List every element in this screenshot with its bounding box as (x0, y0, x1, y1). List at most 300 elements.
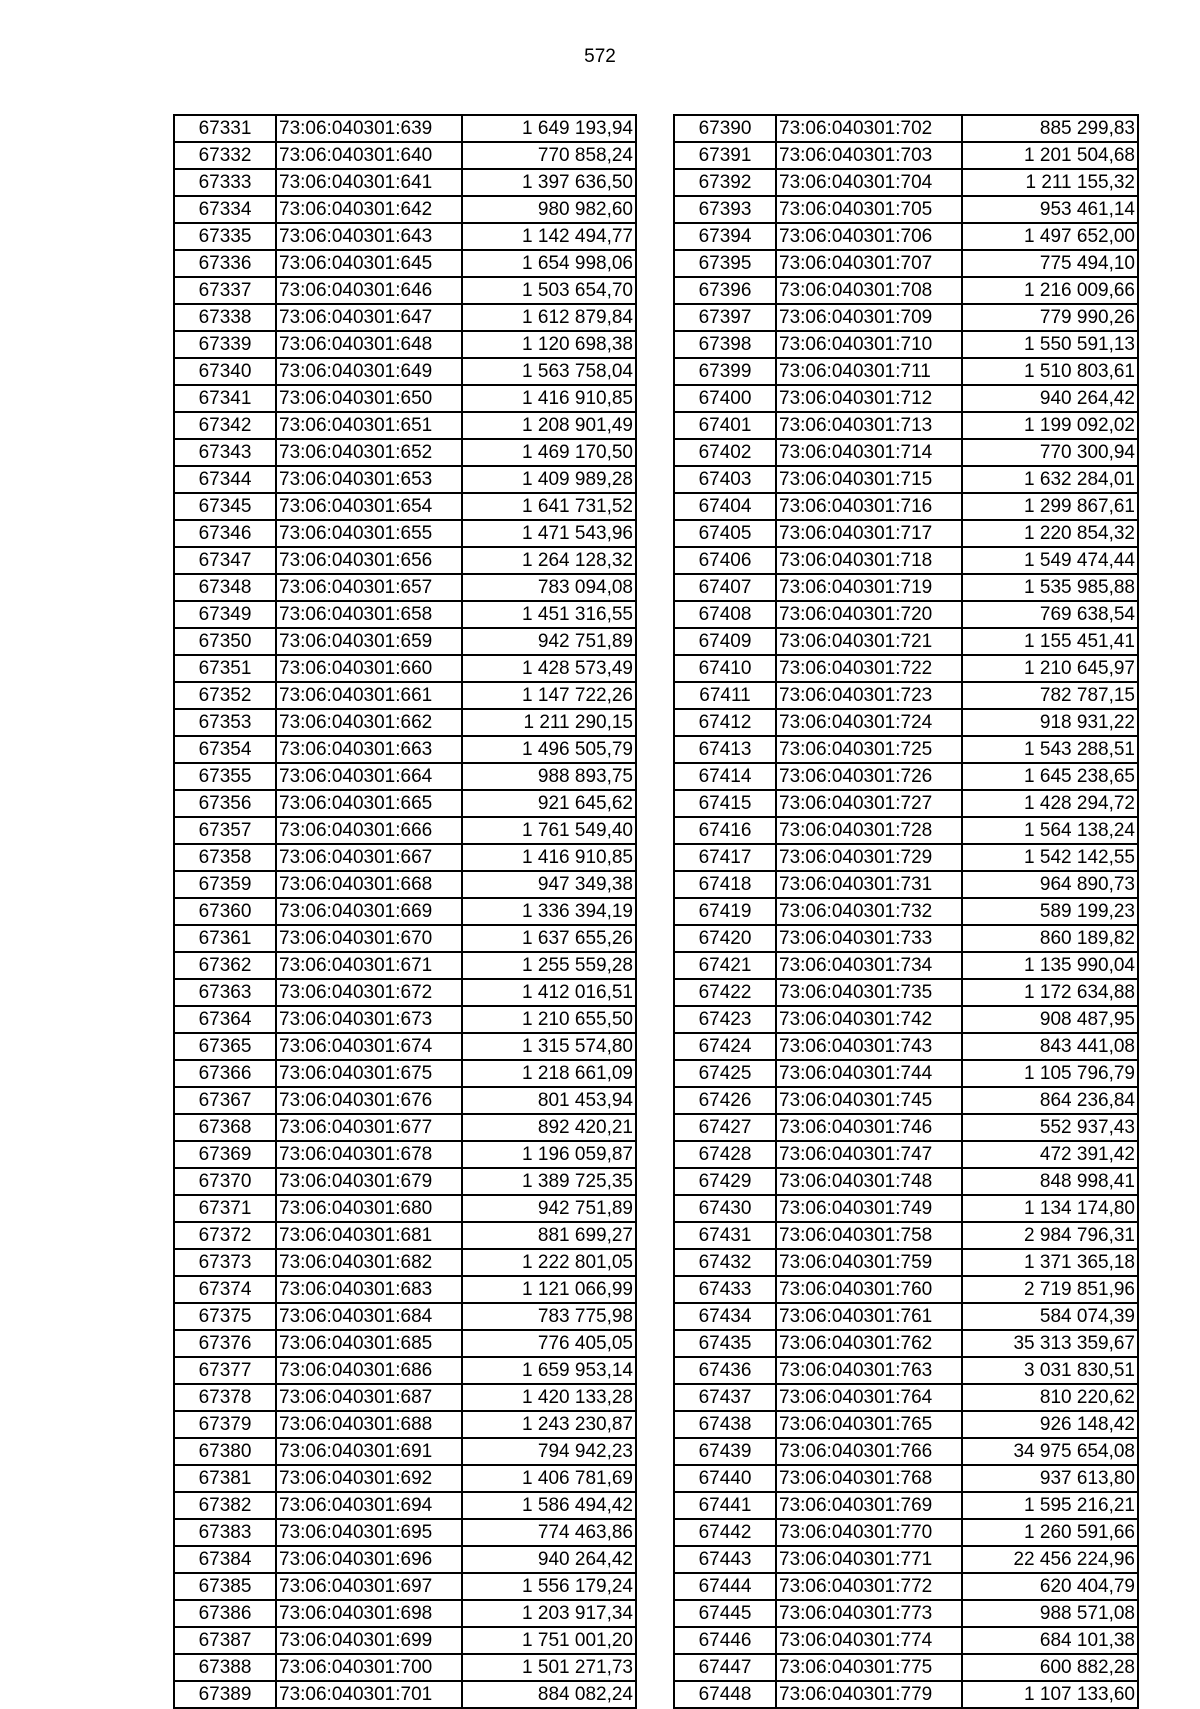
cadastral-number-cell: 73:06:040301:745 (776, 1087, 962, 1114)
value-cell: 22 456 224,96 (962, 1546, 1138, 1573)
cadastral-number-cell: 73:06:040301:746 (776, 1114, 962, 1141)
value-cell: 1 406 781,69 (462, 1465, 636, 1492)
value-cell: 1 135 990,04 (962, 952, 1138, 979)
cadastral-number-cell: 73:06:040301:707 (776, 250, 962, 277)
cadastral-number-cell: 73:06:040301:779 (776, 1681, 962, 1708)
cadastral-number-cell: 73:06:040301:772 (776, 1573, 962, 1600)
cadastral-number-cell: 73:06:040301:654 (276, 493, 462, 520)
row-number-cell: 67374 (174, 1276, 276, 1303)
row-number-cell: 67392 (674, 169, 776, 196)
table-row (674, 385, 1138, 412)
row-number-cell: 67412 (674, 709, 776, 736)
row-number-cell: 67423 (674, 1006, 776, 1033)
cadastral-number-cell: 73:06:040301:761 (776, 1303, 962, 1330)
value-cell: 1 564 138,24 (962, 817, 1138, 844)
cadastral-number-cell: 73:06:040301:714 (776, 439, 962, 466)
table-row (174, 1357, 636, 1384)
row-number-cell: 67396 (674, 277, 776, 304)
row-number-cell: 67415 (674, 790, 776, 817)
table-row (174, 331, 636, 358)
row-number-cell: 67388 (174, 1654, 276, 1681)
cadastral-number-cell: 73:06:040301:701 (276, 1681, 462, 1708)
cadastral-number-cell: 73:06:040301:688 (276, 1411, 462, 1438)
value-cell: 1 199 092,02 (962, 412, 1138, 439)
row-number-cell: 67413 (674, 736, 776, 763)
table-row (674, 1357, 1138, 1384)
cadastral-number-cell: 73:06:040301:641 (276, 169, 462, 196)
cadastral-number-cell: 73:06:040301:743 (776, 1033, 962, 1060)
table-row (674, 898, 1138, 925)
row-number-cell: 67418 (674, 871, 776, 898)
table-row (674, 493, 1138, 520)
cadastral-number-cell: 73:06:040301:771 (776, 1546, 962, 1573)
row-number-cell: 67370 (174, 1168, 276, 1195)
cadastral-number-cell: 73:06:040301:773 (776, 1600, 962, 1627)
row-number-cell: 67332 (174, 142, 276, 169)
value-cell: 472 391,42 (962, 1141, 1138, 1168)
row-number-cell: 67344 (174, 466, 276, 493)
value-cell: 892 420,21 (462, 1114, 636, 1141)
table-row (674, 1114, 1138, 1141)
cadastral-number-cell: 73:06:040301:725 (776, 736, 962, 763)
value-cell: 1 637 655,26 (462, 925, 636, 952)
cadastral-number-cell: 73:06:040301:650 (276, 385, 462, 412)
table-row (674, 1087, 1138, 1114)
cadastral-number-cell: 73:06:040301:673 (276, 1006, 462, 1033)
table-row (674, 1600, 1138, 1627)
value-cell: 1 255 559,28 (462, 952, 636, 979)
row-number-cell: 67395 (674, 250, 776, 277)
value-cell: 1 543 288,51 (962, 736, 1138, 763)
table-row (174, 1249, 636, 1276)
table-row (674, 358, 1138, 385)
table-row (174, 1546, 636, 1573)
value-cell: 940 264,42 (462, 1546, 636, 1573)
row-number-cell: 67333 (174, 169, 276, 196)
cadastral-number-cell: 73:06:040301:658 (276, 601, 462, 628)
row-number-cell: 67355 (174, 763, 276, 790)
cadastral-number-cell: 73:06:040301:774 (776, 1627, 962, 1654)
value-cell: 770 858,24 (462, 142, 636, 169)
cadastral-number-cell: 73:06:040301:718 (776, 547, 962, 574)
value-cell: 1 469 170,50 (462, 439, 636, 466)
cadastral-number-cell: 73:06:040301:649 (276, 358, 462, 385)
value-cell: 1 243 230,87 (462, 1411, 636, 1438)
table-row (674, 1465, 1138, 1492)
cadastral-number-cell: 73:06:040301:680 (276, 1195, 462, 1222)
cadastral-number-cell: 73:06:040301:765 (776, 1411, 962, 1438)
value-cell: 1 210 655,50 (462, 1006, 636, 1033)
row-number-cell: 67404 (674, 493, 776, 520)
table-row (174, 115, 636, 142)
row-number-cell: 67347 (174, 547, 276, 574)
row-number-cell: 67382 (174, 1492, 276, 1519)
row-number-cell: 67416 (674, 817, 776, 844)
row-number-cell: 67407 (674, 574, 776, 601)
table-row (174, 925, 636, 952)
cadastral-number-cell: 73:06:040301:642 (276, 196, 462, 223)
row-number-cell: 67439 (674, 1438, 776, 1465)
value-cell: 1 510 803,61 (962, 358, 1138, 385)
value-cell: 1 416 910,85 (462, 385, 636, 412)
row-number-cell: 67411 (674, 682, 776, 709)
value-cell: 1 211 290,15 (462, 709, 636, 736)
row-number-cell: 67341 (174, 385, 276, 412)
row-number-cell: 67384 (174, 1546, 276, 1573)
value-cell: 885 299,83 (962, 115, 1138, 142)
row-number-cell: 67443 (674, 1546, 776, 1573)
table-row (174, 736, 636, 763)
row-number-cell: 67428 (674, 1141, 776, 1168)
cadastral-number-cell: 73:06:040301:657 (276, 574, 462, 601)
cadastral-number-cell: 73:06:040301:681 (276, 1222, 462, 1249)
cadastral-number-cell: 73:06:040301:700 (276, 1654, 462, 1681)
table-row (174, 1006, 636, 1033)
table-row (674, 169, 1138, 196)
table-row (674, 1627, 1138, 1654)
table-row (674, 1303, 1138, 1330)
cadastral-number-cell: 73:06:040301:709 (776, 304, 962, 331)
cadastral-number-cell: 73:06:040301:647 (276, 304, 462, 331)
value-cell: 1 315 574,80 (462, 1033, 636, 1060)
table-row (174, 1303, 636, 1330)
value-cell: 801 453,94 (462, 1087, 636, 1114)
cadastral-number-cell: 73:06:040301:711 (776, 358, 962, 385)
table-row (174, 412, 636, 439)
table-row (174, 682, 636, 709)
table-row (674, 1276, 1138, 1303)
row-number-cell: 67351 (174, 655, 276, 682)
value-cell: 1 645 238,65 (962, 763, 1138, 790)
table-row (174, 1330, 636, 1357)
value-cell: 783 775,98 (462, 1303, 636, 1330)
table-row (174, 763, 636, 790)
cadastral-number-cell: 73:06:040301:652 (276, 439, 462, 466)
row-number-cell: 67403 (674, 466, 776, 493)
row-number-cell: 67444 (674, 1573, 776, 1600)
value-cell: 1 216 009,66 (962, 277, 1138, 304)
row-number-cell: 67409 (674, 628, 776, 655)
value-cell: 783 094,08 (462, 574, 636, 601)
row-number-cell: 67436 (674, 1357, 776, 1384)
value-cell: 1 264 128,32 (462, 547, 636, 574)
table-row (674, 709, 1138, 736)
value-cell: 1 105 796,79 (962, 1060, 1138, 1087)
cadastral-number-cell: 73:06:040301:668 (276, 871, 462, 898)
value-cell: 926 148,42 (962, 1411, 1138, 1438)
row-number-cell: 67431 (674, 1222, 776, 1249)
row-number-cell: 67358 (174, 844, 276, 871)
value-cell: 937 613,80 (962, 1465, 1138, 1492)
row-number-cell: 67385 (174, 1573, 276, 1600)
cadastral-number-cell: 73:06:040301:764 (776, 1384, 962, 1411)
table-row (674, 1573, 1138, 1600)
value-cell: 1 412 016,51 (462, 979, 636, 1006)
value-cell: 942 751,89 (462, 1195, 636, 1222)
row-number-cell: 67352 (174, 682, 276, 709)
row-number-cell: 67338 (174, 304, 276, 331)
value-cell: 1 535 985,88 (962, 574, 1138, 601)
table-row (674, 1492, 1138, 1519)
value-cell: 1 218 661,09 (462, 1060, 636, 1087)
table-row (174, 844, 636, 871)
value-cell: 1 550 591,13 (962, 331, 1138, 358)
value-cell: 1 416 910,85 (462, 844, 636, 871)
table-row (174, 709, 636, 736)
cadastral-number-cell: 73:06:040301:724 (776, 709, 962, 736)
value-cell: 1 751 001,20 (462, 1627, 636, 1654)
value-cell: 1 428 573,49 (462, 655, 636, 682)
value-cell: 1 134 174,80 (962, 1195, 1138, 1222)
value-cell: 942 751,89 (462, 628, 636, 655)
row-number-cell: 67420 (674, 925, 776, 952)
value-cell: 980 982,60 (462, 196, 636, 223)
row-number-cell: 67339 (174, 331, 276, 358)
value-cell: 921 645,62 (462, 790, 636, 817)
value-cell: 1 761 549,40 (462, 817, 636, 844)
cadastral-number-cell: 73:06:040301:653 (276, 466, 462, 493)
table-row (674, 520, 1138, 547)
value-cell: 794 942,23 (462, 1438, 636, 1465)
table-row (174, 1600, 636, 1627)
row-number-cell: 67430 (674, 1195, 776, 1222)
table-row (674, 1060, 1138, 1087)
table-row (674, 1033, 1138, 1060)
row-number-cell: 67357 (174, 817, 276, 844)
row-number-cell: 67368 (174, 1114, 276, 1141)
cadastral-number-cell: 73:06:040301:747 (776, 1141, 962, 1168)
cadastral-number-cell: 73:06:040301:720 (776, 601, 962, 628)
table-row (674, 925, 1138, 952)
table-row (674, 871, 1138, 898)
value-cell: 1 659 953,14 (462, 1357, 636, 1384)
row-number-cell: 67410 (674, 655, 776, 682)
value-cell: 584 074,39 (962, 1303, 1138, 1330)
row-number-cell: 67442 (674, 1519, 776, 1546)
row-number-cell: 67387 (174, 1627, 276, 1654)
value-cell: 860 189,82 (962, 925, 1138, 952)
table-row (674, 628, 1138, 655)
cadastral-number-cell: 73:06:040301:646 (276, 277, 462, 304)
table-row (674, 331, 1138, 358)
row-number-cell: 67414 (674, 763, 776, 790)
cadastral-number-cell: 73:06:040301:648 (276, 331, 462, 358)
value-cell: 35 313 359,67 (962, 1330, 1138, 1357)
table-row (674, 574, 1138, 601)
cadastral-number-cell: 73:06:040301:683 (276, 1276, 462, 1303)
value-cell: 1 107 133,60 (962, 1681, 1138, 1708)
value-cell: 1 120 698,38 (462, 331, 636, 358)
table-row (674, 601, 1138, 628)
value-cell: 1 389 725,35 (462, 1168, 636, 1195)
cadastral-number-cell: 73:06:040301:766 (776, 1438, 962, 1465)
row-number-cell: 67405 (674, 520, 776, 547)
value-cell: 1 208 901,49 (462, 412, 636, 439)
cadastral-number-cell: 73:06:040301:716 (776, 493, 962, 520)
cadastral-number-cell: 73:06:040301:763 (776, 1357, 962, 1384)
table-row (174, 439, 636, 466)
table-row (674, 1222, 1138, 1249)
value-cell: 843 441,08 (962, 1033, 1138, 1060)
value-cell: 1 420 133,28 (462, 1384, 636, 1411)
row-number-cell: 67334 (174, 196, 276, 223)
value-cell: 988 893,75 (462, 763, 636, 790)
cadastral-number-cell: 73:06:040301:712 (776, 385, 962, 412)
row-number-cell: 67379 (174, 1411, 276, 1438)
table-row (174, 142, 636, 169)
cadastral-number-cell: 73:06:040301:674 (276, 1033, 462, 1060)
cadastral-number-cell: 73:06:040301:677 (276, 1114, 462, 1141)
cadastral-number-cell: 73:06:040301:696 (276, 1546, 462, 1573)
cadastral-number-cell: 73:06:040301:742 (776, 1006, 962, 1033)
value-cell: 1 371 365,18 (962, 1249, 1138, 1276)
cadastral-number-cell: 73:06:040301:698 (276, 1600, 462, 1627)
table-row (174, 1573, 636, 1600)
cadastral-number-cell: 73:06:040301:708 (776, 277, 962, 304)
cadastral-number-cell: 73:06:040301:686 (276, 1357, 462, 1384)
registry-table-left (173, 114, 637, 1709)
value-cell: 769 638,54 (962, 601, 1138, 628)
value-cell: 770 300,94 (962, 439, 1138, 466)
table-row (174, 358, 636, 385)
table-row (674, 817, 1138, 844)
value-cell: 589 199,23 (962, 898, 1138, 925)
row-number-cell: 67380 (174, 1438, 276, 1465)
table-row (174, 520, 636, 547)
table-row (674, 979, 1138, 1006)
table-row (174, 169, 636, 196)
table-row (674, 1438, 1138, 1465)
cadastral-number-cell: 73:06:040301:762 (776, 1330, 962, 1357)
value-cell: 1 196 059,87 (462, 1141, 636, 1168)
cadastral-number-cell: 73:06:040301:664 (276, 763, 462, 790)
cadastral-number-cell: 73:06:040301:656 (276, 547, 462, 574)
cadastral-number-cell: 73:06:040301:713 (776, 412, 962, 439)
row-number-cell: 67340 (174, 358, 276, 385)
cadastral-number-cell: 73:06:040301:679 (276, 1168, 462, 1195)
table-row (174, 655, 636, 682)
row-number-cell: 67390 (674, 115, 776, 142)
row-number-cell: 67376 (174, 1330, 276, 1357)
row-number-cell: 67336 (174, 250, 276, 277)
row-number-cell: 67342 (174, 412, 276, 439)
row-number-cell: 67331 (174, 115, 276, 142)
cadastral-number-cell: 73:06:040301:768 (776, 1465, 962, 1492)
table-row (674, 1654, 1138, 1681)
cadastral-number-cell: 73:06:040301:671 (276, 952, 462, 979)
table-row (174, 1384, 636, 1411)
table-row (174, 196, 636, 223)
row-number-cell: 67337 (174, 277, 276, 304)
row-number-cell: 67366 (174, 1060, 276, 1087)
value-cell: 1 147 722,26 (462, 682, 636, 709)
table-row (174, 1195, 636, 1222)
row-number-cell: 67425 (674, 1060, 776, 1087)
value-cell: 864 236,84 (962, 1087, 1138, 1114)
value-cell: 964 890,73 (962, 871, 1138, 898)
cadastral-number-cell: 73:06:040301:643 (276, 223, 462, 250)
value-cell: 1 397 636,50 (462, 169, 636, 196)
row-number-cell: 67391 (674, 142, 776, 169)
cadastral-number-cell: 73:06:040301:770 (776, 1519, 962, 1546)
row-number-cell: 67356 (174, 790, 276, 817)
value-cell: 1 210 645,97 (962, 655, 1138, 682)
value-cell: 1 155 451,41 (962, 628, 1138, 655)
table-row (174, 1060, 636, 1087)
value-cell: 1 612 879,84 (462, 304, 636, 331)
row-number-cell: 67369 (174, 1141, 276, 1168)
row-number-cell: 67401 (674, 412, 776, 439)
cadastral-number-cell: 73:06:040301:669 (276, 898, 462, 925)
value-cell: 1 501 271,73 (462, 1654, 636, 1681)
row-number-cell: 67354 (174, 736, 276, 763)
table-row (674, 1411, 1138, 1438)
table-row (174, 979, 636, 1006)
cadastral-number-cell: 73:06:040301:717 (776, 520, 962, 547)
table-row (174, 1033, 636, 1060)
value-cell: 940 264,42 (962, 385, 1138, 412)
cadastral-number-cell: 73:06:040301:727 (776, 790, 962, 817)
table-row (174, 898, 636, 925)
row-number-cell: 67402 (674, 439, 776, 466)
row-number-cell: 67360 (174, 898, 276, 925)
row-number-cell: 67397 (674, 304, 776, 331)
cadastral-number-cell: 73:06:040301:715 (776, 466, 962, 493)
row-number-cell: 67447 (674, 1654, 776, 1681)
row-number-cell: 67435 (674, 1330, 776, 1357)
cadastral-number-cell: 73:06:040301:705 (776, 196, 962, 223)
cadastral-number-cell: 73:06:040301:749 (776, 1195, 962, 1222)
row-number-cell: 67371 (174, 1195, 276, 1222)
table-row (674, 790, 1138, 817)
table-row (174, 1681, 636, 1708)
cadastral-number-cell: 73:06:040301:723 (776, 682, 962, 709)
cadastral-number-cell: 73:06:040301:682 (276, 1249, 462, 1276)
row-number-cell: 67383 (174, 1519, 276, 1546)
value-cell: 34 975 654,08 (962, 1438, 1138, 1465)
table-row (674, 1681, 1138, 1708)
value-cell: 1 260 591,66 (962, 1519, 1138, 1546)
table-row (674, 1546, 1138, 1573)
cadastral-number-cell: 73:06:040301:702 (776, 115, 962, 142)
row-number-cell: 67429 (674, 1168, 776, 1195)
row-number-cell: 67398 (674, 331, 776, 358)
cadastral-number-cell: 73:06:040301:769 (776, 1492, 962, 1519)
value-cell: 782 787,15 (962, 682, 1138, 709)
row-number-cell: 67335 (174, 223, 276, 250)
table-row (674, 1168, 1138, 1195)
row-number-cell: 67367 (174, 1087, 276, 1114)
row-number-cell: 67421 (674, 952, 776, 979)
cadastral-number-cell: 73:06:040301:675 (276, 1060, 462, 1087)
row-number-cell: 67419 (674, 898, 776, 925)
value-cell: 1 632 284,01 (962, 466, 1138, 493)
cadastral-number-cell: 73:06:040301:775 (776, 1654, 962, 1681)
row-number-cell: 67386 (174, 1600, 276, 1627)
value-cell: 1 654 998,06 (462, 250, 636, 277)
value-cell: 947 349,38 (462, 871, 636, 898)
row-number-cell: 67426 (674, 1087, 776, 1114)
row-number-cell: 67375 (174, 1303, 276, 1330)
cadastral-number-cell: 73:06:040301:721 (776, 628, 962, 655)
cadastral-number-cell: 73:06:040301:651 (276, 412, 462, 439)
table-row (174, 1141, 636, 1168)
table-row (174, 1276, 636, 1303)
value-cell: 908 487,95 (962, 1006, 1138, 1033)
table-row (174, 1492, 636, 1519)
row-number-cell: 67361 (174, 925, 276, 952)
table-row (674, 439, 1138, 466)
